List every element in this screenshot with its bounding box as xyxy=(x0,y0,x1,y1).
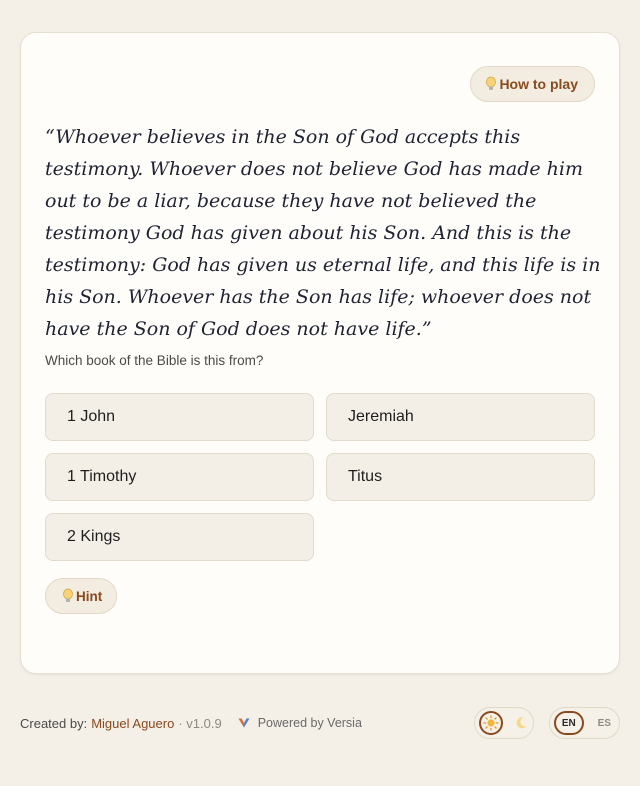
versia-logo-icon xyxy=(238,718,250,728)
quiz-card xyxy=(20,32,620,674)
created-by-label: Created by: xyxy=(20,715,88,731)
answer-option-label: 1 John xyxy=(67,408,116,425)
hint-button[interactable] xyxy=(45,578,117,614)
version-text: · v1.0.9 xyxy=(178,715,222,731)
creator-link[interactable]: Miguel Aguero xyxy=(91,715,175,731)
moon-icon xyxy=(514,716,528,730)
language-toggle xyxy=(549,707,620,739)
answer-option-label: 1 Timothy xyxy=(67,468,137,485)
answer-option-label: Jeremiah xyxy=(348,408,414,425)
question-text: Which book of the Bible is this from? xyxy=(45,353,264,368)
powered-by-link[interactable] xyxy=(238,716,362,730)
answer-option[interactable] xyxy=(45,453,314,501)
how-to-play-button[interactable] xyxy=(470,66,595,102)
answer-option[interactable] xyxy=(45,513,314,561)
lightbulb-icon xyxy=(485,76,497,92)
language-en-button[interactable]: EN xyxy=(554,711,584,735)
sun-icon xyxy=(483,715,499,731)
answer-option-label: 2 Kings xyxy=(67,528,121,545)
theme-toggle xyxy=(474,707,534,739)
footer xyxy=(20,707,620,739)
light-theme-button[interactable] xyxy=(479,711,503,735)
answer-option-label: Titus xyxy=(348,468,383,485)
answer-option[interactable] xyxy=(45,393,314,441)
verse-quote: “Whoever believes in the Son of God accepts this testimony. Whoever does not believe God has made him out to be a liar, because they have not believed the testimony God has given about his Son. And this is the testimony: God has given us eternal life, and this life is in his Son. Whoever has the Son has life; whoever does not have the Son of God does not have life.” xyxy=(45,126,601,340)
hint-label: Hint xyxy=(76,588,103,604)
powered-by-label: Powered by Versia xyxy=(257,716,362,730)
how-to-play-label: How to play xyxy=(499,76,578,92)
dark-theme-button[interactable] xyxy=(509,711,533,735)
language-es-button[interactable]: ES xyxy=(597,717,611,729)
answer-option[interactable] xyxy=(326,453,595,501)
lightbulb-icon xyxy=(62,588,74,604)
answer-option[interactable] xyxy=(326,393,595,441)
